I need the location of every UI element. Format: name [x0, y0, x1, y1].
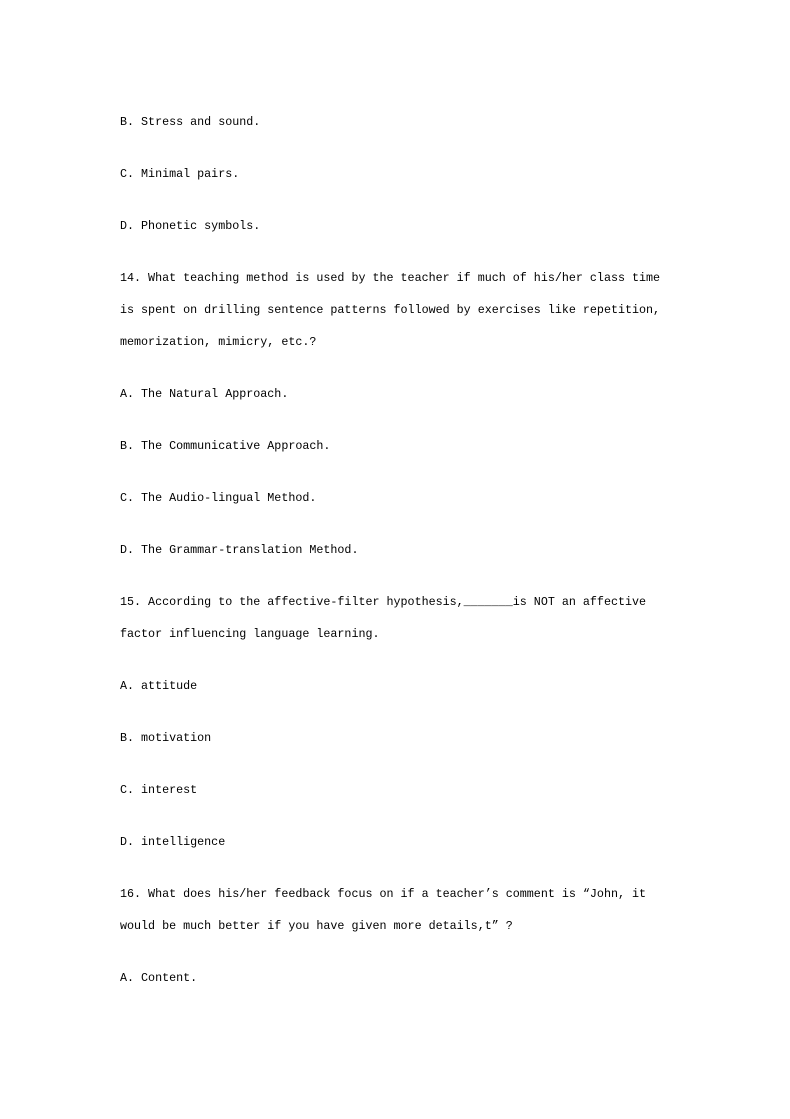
q15-question-line: factor influencing language learning.: [120, 627, 380, 641]
q15-option-a: A. attitude: [120, 679, 198, 693]
q14-option-a: A. The Natural Approach.: [120, 387, 289, 401]
q13-option-c: C. Minimal pairs.: [120, 167, 240, 181]
q15-option-b: B. motivation: [120, 731, 212, 745]
q15-option-d: D. intelligence: [120, 835, 226, 849]
q14-option-b: B. The Communicative Approach.: [120, 439, 331, 453]
q13-option-b: B. Stress and sound.: [120, 115, 261, 129]
q14-question-line: is spent on drilling sentence patterns followed by exercises like repetition,: [120, 303, 661, 317]
q14-option-d: D. The Grammar-translation Method.: [120, 543, 359, 557]
q15-option-c: C. interest: [120, 783, 198, 797]
q16-question-line: would be much better if you have given more details,t” ?: [120, 919, 513, 933]
q14-question-line: 14. What teaching method is used by the teacher if much of his/her class time: [120, 271, 661, 285]
q16-question-line: 16. What does his/her feedback focus on if a teacher’s comment is “John, it: [120, 887, 647, 901]
q13-option-d: D. Phonetic symbols.: [120, 219, 261, 233]
q14-question-line: memorization, mimicry, etc.?: [120, 335, 317, 349]
q16-option-a: A. Content.: [120, 971, 198, 985]
q15-question-line: 15. According to the affective-filter hypothesis,_______is NOT an affective: [120, 595, 647, 609]
q14-option-c: C. The Audio-lingual Method.: [120, 491, 317, 505]
